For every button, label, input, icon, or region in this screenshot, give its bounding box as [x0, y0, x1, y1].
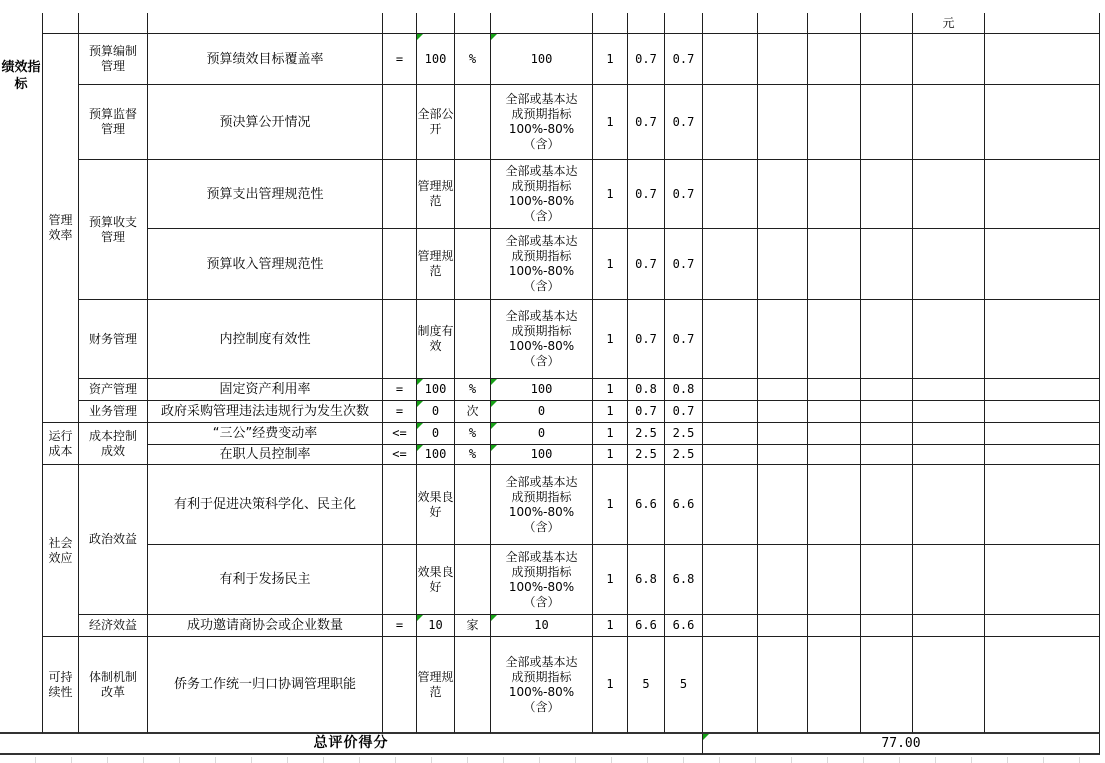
empty-cell[interactable] — [808, 465, 861, 545]
empty-cell[interactable] — [383, 545, 417, 615]
empty-cell[interactable] — [985, 423, 1100, 445]
empty-cell[interactable] — [758, 401, 808, 423]
empty-cell[interactable] — [628, 13, 665, 34]
sheet-gridline-stub — [863, 757, 864, 763]
sheet-gridline-stub — [467, 757, 468, 763]
empty-cell[interactable] — [913, 465, 985, 545]
sheet-gridline-stub — [503, 757, 504, 763]
comment-indicator-icon — [417, 445, 423, 451]
empty-cell[interactable] — [703, 615, 758, 637]
comment-indicator-icon — [417, 379, 423, 385]
target-value-cell[interactable]: 制度有效 — [417, 300, 455, 379]
weight-cell[interactable]: 1 — [593, 615, 628, 637]
unit-cell[interactable]: 家 — [455, 615, 491, 637]
empty-cell[interactable] — [703, 545, 758, 615]
target-value-cell[interactable] — [417, 445, 455, 465]
empty-cell[interactable] — [985, 160, 1100, 229]
empty-cell[interactable] — [808, 85, 861, 160]
operator-cell[interactable]: = — [383, 401, 417, 423]
empty-cell[interactable] — [861, 379, 913, 401]
sheet-gridline-stub — [143, 757, 144, 763]
sheet-gridline-stub — [935, 757, 936, 763]
empty-cell[interactable] — [913, 300, 985, 379]
score-cell[interactable]: 0.7 — [665, 229, 703, 300]
weight-cell[interactable]: 1 — [593, 34, 628, 85]
cell-text: 100 — [424, 447, 447, 461]
empty-cell[interactable] — [758, 13, 808, 34]
sheet-gridline-stub — [287, 757, 288, 763]
score-cell[interactable]: 5 — [665, 637, 703, 734]
empty-cell[interactable] — [491, 13, 593, 34]
sheet-gridline-stub — [1007, 757, 1008, 763]
empty-cell[interactable] — [455, 545, 491, 615]
sheet-gridline-stub — [539, 757, 540, 763]
sheet-gridline-stub — [899, 757, 900, 763]
level2-group-cell[interactable]: 预算编制管理 — [79, 34, 148, 85]
sheet-gridline-stub — [611, 757, 612, 763]
empty-cell[interactable] — [758, 465, 808, 545]
empty-cell[interactable] — [985, 465, 1100, 545]
target-value-cell[interactable] — [417, 423, 455, 445]
cell-text: 0 — [431, 404, 440, 418]
level2-group-cell[interactable]: 经济效益 — [79, 615, 148, 637]
comment-indicator-icon — [417, 615, 423, 621]
weight-cell[interactable]: 1 — [593, 300, 628, 379]
comment-indicator-icon — [417, 401, 423, 407]
sheet-gridline-stub — [71, 757, 72, 763]
target-value-cell[interactable] — [417, 379, 455, 401]
level2-group-cell[interactable]: 成本控制成效 — [79, 423, 148, 465]
empty-cell[interactable] — [455, 13, 491, 34]
empty-cell[interactable] — [383, 13, 417, 34]
empty-cell[interactable] — [703, 13, 758, 34]
empty-cell[interactable] — [985, 401, 1100, 423]
sheet-gridline-stub — [827, 757, 828, 763]
empty-cell[interactable] — [758, 637, 808, 734]
empty-cell[interactable] — [861, 615, 913, 637]
points-cell[interactable]: 6.6 — [628, 465, 665, 545]
cell-text: 100 — [530, 382, 553, 396]
weight-cell[interactable]: 1 — [593, 445, 628, 465]
indicator-name-cell[interactable]: 侨务工作统一归口协调管理职能 — [148, 637, 383, 734]
empty-cell[interactable] — [808, 300, 861, 379]
completion-cell[interactable]: 全部或基本达成预期指标100%-80%（含） — [491, 637, 593, 734]
comment-indicator-icon — [491, 423, 497, 429]
empty-cell[interactable] — [913, 445, 985, 465]
weight-cell[interactable]: 1 — [593, 423, 628, 445]
empty-cell[interactable] — [665, 13, 703, 34]
empty-cell[interactable] — [808, 34, 861, 85]
empty-cell[interactable] — [861, 465, 913, 545]
empty-cell[interactable] — [455, 229, 491, 300]
indicator-name-cell[interactable]: 在职人员控制率 — [148, 445, 383, 465]
empty-cell[interactable] — [758, 85, 808, 160]
completion-cell[interactable] — [491, 401, 593, 423]
target-value-cell[interactable]: 管理规范 — [417, 637, 455, 734]
unit-cell[interactable]: % — [455, 445, 491, 465]
cell-text: 100 — [530, 51, 553, 66]
points-cell[interactable]: 6.6 — [628, 615, 665, 637]
comment-indicator-icon — [491, 615, 497, 621]
level2-group-cell[interactable]: 预算收支管理 — [79, 160, 148, 300]
level1-group-cell[interactable]: 运行成本 — [43, 423, 79, 465]
empty-cell[interactable] — [913, 615, 985, 637]
empty-cell[interactable] — [383, 229, 417, 300]
category-cell[interactable]: 绩效指标 — [0, 13, 43, 734]
comment-indicator-icon — [417, 34, 423, 40]
sheet-gridline-stub — [179, 757, 180, 763]
empty-cell[interactable] — [861, 34, 913, 85]
weight-cell[interactable]: 1 — [593, 637, 628, 734]
empty-cell[interactable] — [79, 13, 148, 34]
level1-group-cell[interactable]: 管理效率 — [43, 34, 79, 423]
score-cell[interactable]: 6.6 — [665, 615, 703, 637]
empty-cell[interactable] — [703, 445, 758, 465]
empty-cell[interactable] — [703, 229, 758, 300]
completion-cell[interactable] — [491, 34, 593, 85]
comment-indicator-icon — [491, 34, 497, 40]
weight-cell[interactable]: 1 — [593, 379, 628, 401]
completion-cell[interactable] — [491, 423, 593, 445]
empty-cell[interactable] — [985, 379, 1100, 401]
cell-text: 10 — [534, 618, 549, 632]
comment-indicator-icon — [417, 423, 423, 429]
level2-group-cell[interactable]: 体制机制改革 — [79, 637, 148, 734]
sheet-gridline-stub — [395, 757, 396, 763]
points-cell[interactable]: 0.7 — [628, 34, 665, 85]
sheet-gridline-stub — [647, 757, 648, 763]
weight-cell[interactable]: 1 — [593, 160, 628, 229]
empty-cell[interactable] — [808, 615, 861, 637]
comment-indicator-icon — [491, 445, 497, 451]
empty-cell[interactable] — [913, 85, 985, 160]
indicator-name-cell[interactable]: 政府采购管理违法违规行为发生次数 — [148, 401, 383, 423]
empty-cell[interactable] — [861, 423, 913, 445]
score-cell[interactable]: 0.7 — [665, 401, 703, 423]
target-value-cell[interactable]: 效果良好 — [417, 465, 455, 545]
empty-cell[interactable] — [758, 300, 808, 379]
indicator-name-cell[interactable]: 预算绩效目标覆盖率 — [148, 34, 383, 85]
empty-cell[interactable] — [985, 300, 1100, 379]
total-label-cell[interactable]: 总评价得分 — [0, 734, 703, 755]
empty-cell[interactable] — [861, 545, 913, 615]
completion-cell[interactable]: 全部或基本达成预期指标100%-80%（含） — [491, 300, 593, 379]
indicator-name-cell[interactable]: 有利于发扬民主 — [148, 545, 383, 615]
empty-cell[interactable] — [808, 379, 861, 401]
level2-group-cell[interactable]: 财务管理 — [79, 300, 148, 379]
empty-cell[interactable] — [985, 34, 1100, 85]
cell-text: 0 — [537, 426, 546, 440]
comment-indicator-icon — [703, 734, 709, 740]
sheet-gridline-stub — [251, 757, 252, 763]
sheet-gridline-stub — [1079, 757, 1080, 763]
sheet-gridline-stub — [107, 757, 108, 763]
completion-cell[interactable] — [491, 379, 593, 401]
points-cell[interactable]: 0.8 — [628, 379, 665, 401]
points-cell[interactable]: 0.7 — [628, 300, 665, 379]
completion-cell[interactable]: 全部或基本达成预期指标100%-80%（含） — [491, 545, 593, 615]
empty-cell[interactable] — [758, 379, 808, 401]
weight-cell[interactable]: 1 — [593, 85, 628, 160]
empty-cell[interactable] — [985, 229, 1100, 300]
completion-cell[interactable]: 全部或基本达成预期指标100%-80%（含） — [491, 465, 593, 545]
score-cell[interactable]: 0.7 — [665, 160, 703, 229]
empty-cell[interactable] — [861, 637, 913, 734]
completion-cell[interactable] — [491, 615, 593, 637]
completion-cell[interactable]: 全部或基本达成预期指标100%-80%（含） — [491, 85, 593, 160]
level1-group-cell[interactable]: 社会效应 — [43, 465, 79, 637]
empty-cell[interactable] — [985, 445, 1100, 465]
score-cell[interactable]: 0.7 — [665, 85, 703, 160]
cell-text: 0 — [537, 404, 546, 418]
empty-cell[interactable] — [455, 300, 491, 379]
indicator-name-cell[interactable]: 有利于促进决策科学化、民主化 — [148, 465, 383, 545]
operator-cell[interactable]: <= — [383, 423, 417, 445]
target-value-cell[interactable]: 效果良好 — [417, 545, 455, 615]
points-cell[interactable]: 5 — [628, 637, 665, 734]
total-score-cell[interactable] — [703, 734, 1100, 755]
empty-cell[interactable] — [383, 637, 417, 734]
empty-cell[interactable] — [148, 13, 383, 34]
weight-cell[interactable]: 1 — [593, 465, 628, 545]
empty-cell[interactable] — [808, 423, 861, 445]
empty-cell[interactable] — [861, 300, 913, 379]
level2-group-cell[interactable]: 政治效益 — [79, 465, 148, 615]
cell-text: 100 — [424, 382, 447, 396]
weight-cell[interactable]: 1 — [593, 545, 628, 615]
points-cell[interactable]: 2.5 — [628, 445, 665, 465]
comment-indicator-icon — [491, 379, 497, 385]
empty-cell[interactable] — [913, 229, 985, 300]
completion-cell[interactable]: 全部或基本达成预期指标100%-80%（含） — [491, 160, 593, 229]
weight-cell[interactable]: 1 — [593, 229, 628, 300]
empty-cell[interactable] — [703, 465, 758, 545]
indicator-name-cell[interactable]: 预算支出管理规范性 — [148, 160, 383, 229]
empty-cell[interactable] — [758, 445, 808, 465]
empty-cell[interactable] — [758, 229, 808, 300]
empty-cell[interactable] — [417, 13, 455, 34]
empty-cell[interactable] — [383, 160, 417, 229]
comment-indicator-icon — [491, 401, 497, 407]
target-value-cell[interactable] — [417, 34, 455, 85]
points-cell[interactable]: 0.7 — [628, 85, 665, 160]
indicator-name-cell[interactable]: 成功邀请商协会或企业数量 — [148, 615, 383, 637]
cell-text: 0 — [431, 426, 440, 440]
target-value-cell[interactable] — [417, 615, 455, 637]
empty-cell[interactable] — [808, 13, 861, 34]
empty-cell[interactable] — [985, 545, 1100, 615]
empty-cell[interactable] — [861, 13, 913, 34]
empty-cell[interactable] — [913, 34, 985, 85]
empty-cell[interactable] — [455, 637, 491, 734]
target-value-cell[interactable]: 全部公开 — [417, 85, 455, 160]
completion-cell[interactable] — [491, 445, 593, 465]
empty-cell[interactable] — [703, 34, 758, 85]
empty-cell[interactable] — [383, 85, 417, 160]
empty-cell[interactable] — [985, 615, 1100, 637]
empty-cell[interactable] — [861, 401, 913, 423]
sheet-gridline-stub — [323, 757, 324, 763]
empty-cell[interactable] — [703, 160, 758, 229]
score-cell[interactable]: 6.6 — [665, 465, 703, 545]
empty-cell[interactable] — [913, 160, 985, 229]
empty-cell[interactable] — [758, 615, 808, 637]
empty-cell[interactable] — [913, 401, 985, 423]
empty-cell[interactable] — [808, 637, 861, 734]
empty-cell[interactable] — [808, 445, 861, 465]
sheet-gridline-stub — [683, 757, 684, 763]
level2-group-cell[interactable]: 资产管理 — [79, 379, 148, 401]
cell-text: 77.00 — [881, 736, 921, 751]
cell-text: 100 — [530, 447, 553, 461]
sheet-gridline-stub — [1043, 757, 1044, 763]
empty-cell[interactable] — [383, 300, 417, 379]
indicator-name-cell[interactable]: “三公”经费变动率 — [148, 423, 383, 445]
empty-cell[interactable] — [703, 423, 758, 445]
level2-group-cell[interactable]: 预算监督管理 — [79, 85, 148, 160]
empty-cell[interactable] — [383, 465, 417, 545]
cell-text: 10 — [428, 618, 443, 632]
score-cell[interactable]: 2.5 — [665, 445, 703, 465]
empty-cell[interactable] — [43, 13, 79, 34]
sheet-gridline-stub — [359, 757, 360, 763]
empty-cell[interactable] — [703, 300, 758, 379]
empty-cell[interactable] — [985, 13, 1100, 34]
weight-cell[interactable]: 1 — [593, 401, 628, 423]
sheet-gridline-stub — [35, 757, 36, 763]
level1-group-cell[interactable]: 可持续性 — [43, 637, 79, 734]
empty-cell[interactable] — [593, 13, 628, 34]
points-cell[interactable]: 0.7 — [628, 401, 665, 423]
completion-cell[interactable]: 全部或基本达成预期指标100%-80%（含） — [491, 229, 593, 300]
score-cell[interactable]: 2.5 — [665, 423, 703, 445]
empty-cell[interactable] — [985, 637, 1100, 734]
unit-cell[interactable]: % — [455, 379, 491, 401]
unit-cell[interactable]: % — [455, 34, 491, 85]
score-cell[interactable]: 0.8 — [665, 379, 703, 401]
indicator-name-cell[interactable]: 预决算公开情况 — [148, 85, 383, 160]
cell-text: 100 — [424, 51, 447, 66]
sheet-gridline-stub — [431, 757, 432, 763]
empty-cell[interactable] — [703, 401, 758, 423]
empty-cell[interactable] — [455, 465, 491, 545]
operator-cell[interactable]: = — [383, 379, 417, 401]
sheet-gridline-stub — [755, 757, 756, 763]
target-value-cell[interactable] — [417, 401, 455, 423]
empty-cell[interactable] — [808, 401, 861, 423]
points-cell[interactable]: 0.7 — [628, 229, 665, 300]
unit-header-cell[interactable]: 元 — [913, 13, 985, 34]
sheet-gridline-stub — [215, 757, 216, 763]
empty-cell[interactable] — [808, 229, 861, 300]
empty-cell[interactable] — [758, 160, 808, 229]
empty-cell[interactable] — [861, 85, 913, 160]
points-cell[interactable]: 6.8 — [628, 545, 665, 615]
target-value-cell[interactable]: 管理规范 — [417, 160, 455, 229]
level2-group-cell[interactable]: 业务管理 — [79, 401, 148, 423]
operator-cell[interactable]: = — [383, 615, 417, 637]
empty-cell[interactable] — [758, 545, 808, 615]
empty-cell[interactable] — [913, 637, 985, 734]
sheet-gridline-stub — [791, 757, 792, 763]
sheet-gridline-stub — [719, 757, 720, 763]
empty-cell[interactable] — [913, 545, 985, 615]
empty-cell[interactable] — [455, 85, 491, 160]
empty-cell[interactable] — [703, 85, 758, 160]
score-cell[interactable]: 0.7 — [665, 34, 703, 85]
empty-cell[interactable] — [808, 160, 861, 229]
empty-cell[interactable] — [861, 229, 913, 300]
empty-cell[interactable] — [913, 379, 985, 401]
empty-cell[interactable] — [985, 85, 1100, 160]
empty-cell[interactable] — [861, 160, 913, 229]
indicator-name-cell[interactable]: 预算收入管理规范性 — [148, 229, 383, 300]
empty-cell[interactable] — [703, 379, 758, 401]
empty-cell[interactable] — [758, 423, 808, 445]
target-value-cell[interactable]: 管理规范 — [417, 229, 455, 300]
indicator-name-cell[interactable]: 内控制度有效性 — [148, 300, 383, 379]
score-cell[interactable]: 0.7 — [665, 300, 703, 379]
empty-cell[interactable] — [455, 160, 491, 229]
empty-cell[interactable] — [758, 34, 808, 85]
sheet-gridline-stub — [575, 757, 576, 763]
empty-cell[interactable] — [861, 445, 913, 465]
indicator-name-cell[interactable]: 固定资产利用率 — [148, 379, 383, 401]
empty-cell[interactable] — [913, 423, 985, 445]
unit-cell[interactable]: 次 — [455, 401, 491, 423]
operator-cell[interactable]: = — [383, 34, 417, 85]
empty-cell[interactable] — [808, 545, 861, 615]
sheet-gridline-stub — [971, 757, 972, 763]
operator-cell[interactable]: <= — [383, 445, 417, 465]
empty-cell[interactable] — [703, 637, 758, 734]
unit-cell[interactable]: % — [455, 423, 491, 445]
score-cell[interactable]: 6.8 — [665, 545, 703, 615]
points-cell[interactable]: 2.5 — [628, 423, 665, 445]
points-cell[interactable]: 0.7 — [628, 160, 665, 229]
